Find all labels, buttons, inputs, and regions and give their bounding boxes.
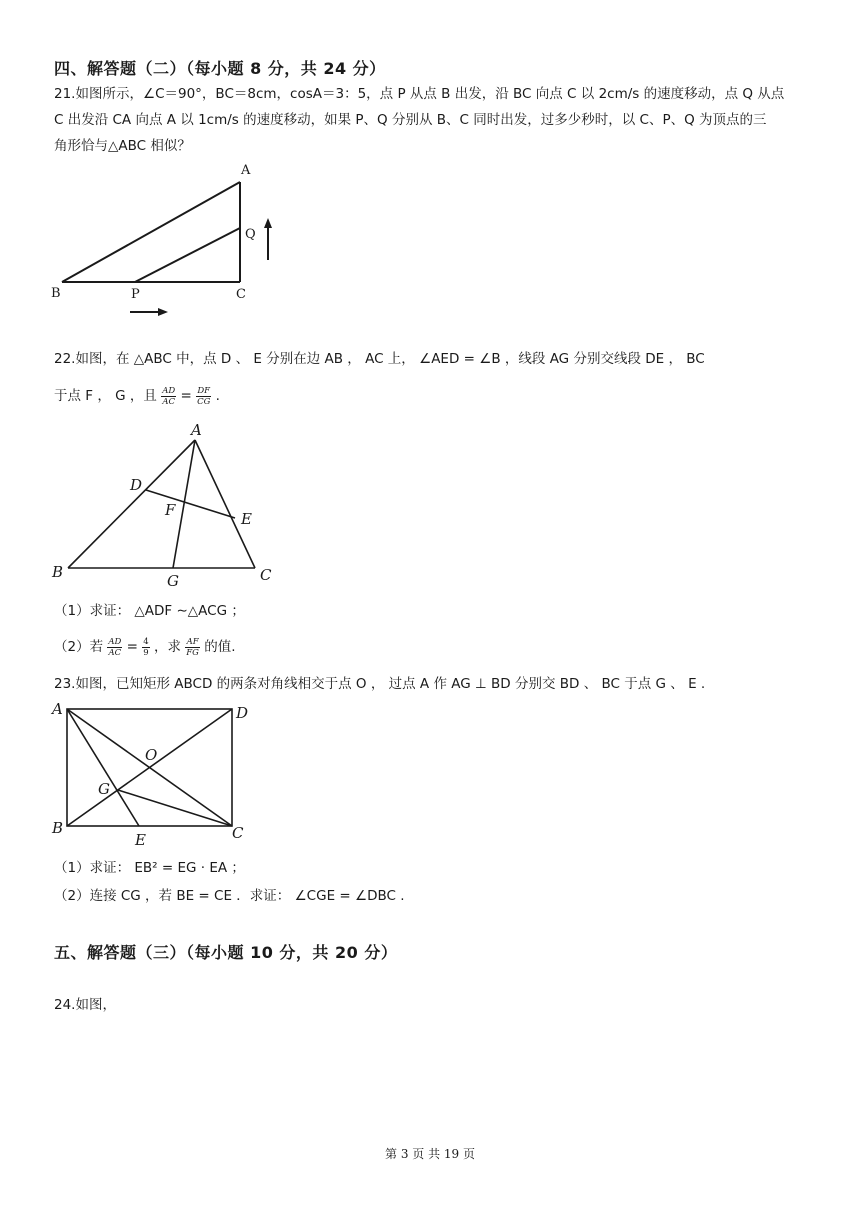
section-5-title: 五、解答题（三）（每小题 10 分，共 20 分） xyxy=(54,943,398,962)
q23-label-b: B xyxy=(52,819,64,837)
q22-part-2-prefix: （2）若 xyxy=(54,639,104,655)
q23-label-g: G xyxy=(98,780,110,798)
q22-label-c: C xyxy=(260,566,272,584)
q21-line-2: C 出发沿 CA 向点 A 以 1cm/s 的速度移动，如果 P、Q 分别从 B、C 同时出发，过多少秒时，以 C、P、Q 为顶点的三 xyxy=(54,112,767,128)
q22-label-g: G xyxy=(167,572,179,590)
q22-line-1: 22.如图，在 △ABC 中，点 D 、 E 分别在边 AB ， AC 上， ∠AED = ∠B ，线段 AG 分别交线段 DE ， BC xyxy=(54,351,705,367)
q22-part-1: （1）求证： △ADF ∼△ACG ； xyxy=(54,603,245,619)
q23-label-a: A xyxy=(52,700,63,718)
q21-line-1: 21.如图所示，∠C＝90°，BC＝8cm，cosA＝3：5，点 P 从点 B 出发，沿 BC 向点 C 以 2cm/s 的速度移动，点 Q 从点 xyxy=(54,86,785,102)
q23-label-o: O xyxy=(145,746,158,764)
q23-label-c: C xyxy=(232,824,244,842)
q22-period: . xyxy=(215,388,220,404)
q23-part-1: （1）求证： EB² = EG · EA ； xyxy=(54,860,245,876)
q22-part-2-suffix: 的值. xyxy=(204,639,236,655)
q21-label-q: Q xyxy=(245,227,256,242)
q21-label-c: C xyxy=(236,287,246,302)
q23-label-e: E xyxy=(135,831,146,849)
q22-part-2-equals: = xyxy=(126,639,138,655)
q22-label-d: D xyxy=(130,476,143,494)
page-footer: 第 3 页 共 19 页 xyxy=(385,1147,475,1161)
q22-fraction-ad-ac: $\frac{AD}{AC}$ xyxy=(162,385,176,407)
q22-equals: = xyxy=(180,388,192,404)
q22-label-f: F xyxy=(165,501,176,519)
q22-fraction-df-cg: $\frac{DF}{CG}$ xyxy=(197,385,211,407)
q21-label-a: A xyxy=(241,163,251,178)
q23-label-d: D xyxy=(236,704,249,722)
q23-line-1: 23.如图，已知矩形 ABCD 的两条对角线相交于点 O ， 过点 A 作 AG ⊥ BD 分别交 BD 、 BC 于点 G 、 E . xyxy=(54,676,706,692)
q23-segment-ae xyxy=(67,709,139,826)
q22-part-2-fraction-4-9: $\frac{4}{9}$ xyxy=(143,636,149,658)
q22-label-a: A xyxy=(191,421,202,439)
q22-part-2-mid: ，求 xyxy=(153,639,181,655)
q21-line-3: 角形恰与△ABC 相似？ xyxy=(54,138,191,154)
q22-line-2-text: 于点 F ， G ，且 xyxy=(54,388,157,404)
q21-label-p: P xyxy=(131,287,140,302)
q22-label-b: B xyxy=(52,563,64,581)
q21-label-b: B xyxy=(51,286,61,301)
q22-part-2-fraction-af-fg: $\frac{AF}{FG}$ xyxy=(186,636,199,658)
q22-label-e: E xyxy=(241,510,252,528)
q24-line-1: 24.如图， xyxy=(54,997,116,1013)
section-4-title: 四、解答题（二）（每小题 8 分，共 24 分） xyxy=(54,59,386,78)
q23-part-2: （2）连接 CG ，若 BE = CE ．求证： ∠CGE = ∠DBC . xyxy=(54,888,405,904)
q22-part-2-fraction-ad-ac: $\frac{AD}{AC}$ xyxy=(108,636,122,658)
